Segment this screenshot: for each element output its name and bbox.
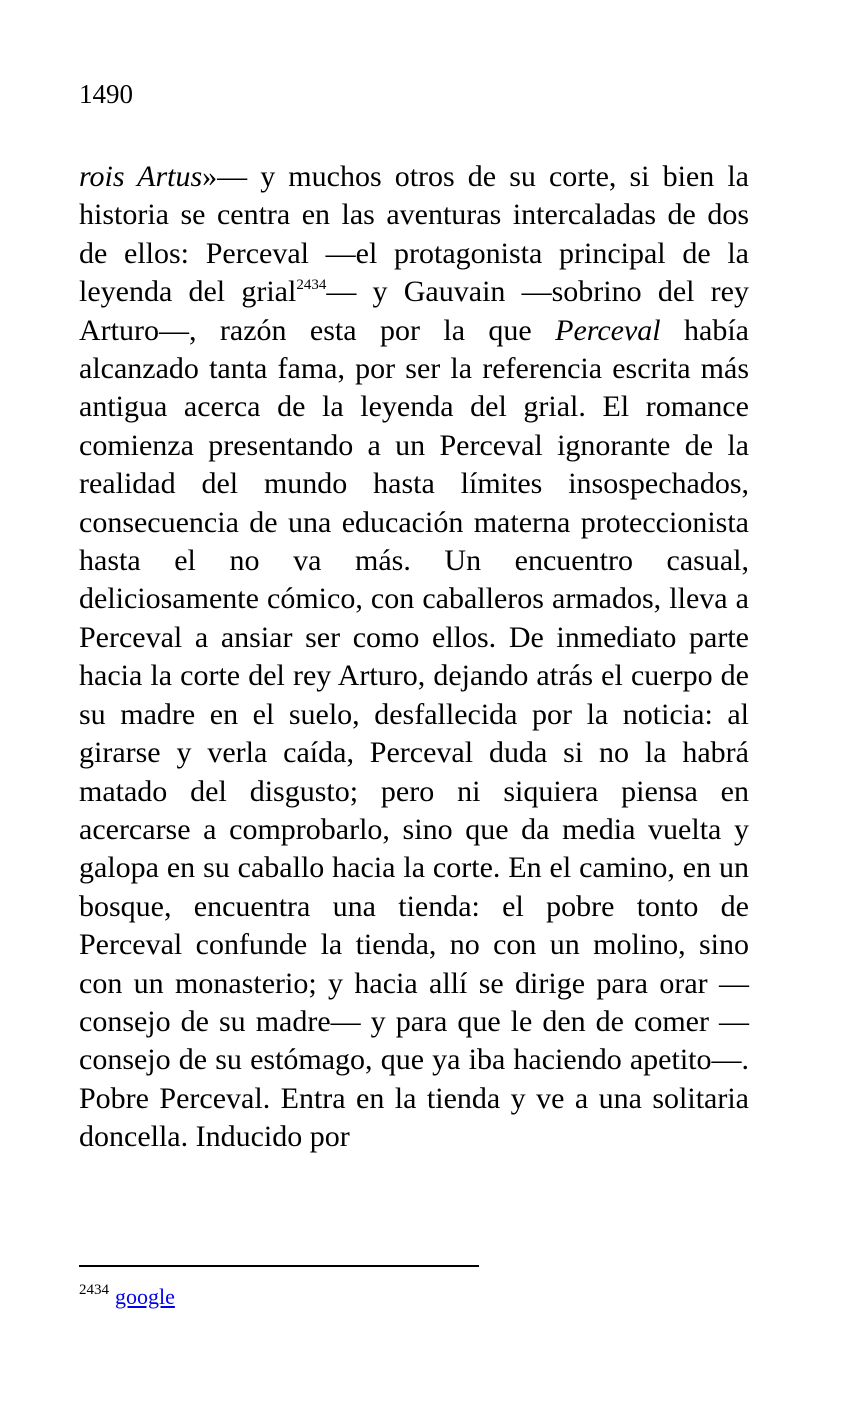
page-number: 1490 bbox=[79, 79, 133, 109]
text-segment-3: había alcanzado tanta fama, por ser la referencia escrita más antigua acerca de la leyenda del grial. El romance comienza presentando a un Perceval ignorante de la realidad del mundo hasta límites insospechados, consecuencia de una educación materna proteccionista hasta el no va más. Un encuentro casual, deliciosamente cómico, con caballeros armados, lleva a Perceval a ansiar ser como ellos. De inmediato parte hacia la corte del rey Arturo, dejando atrás el cuerpo de su madre en el suelo, desfallecida por la noticia: al girarse y verla caída, Perceval duda si no la habrá matado del disgusto; pero ni siquiera piensa en acercarse a comprobarlo, sino que da media vuelta y galopa en su caballo hacia la corte. En el camino, en un bosque, encuentra una tienda: el pobre tonto de Perceval confunde la tienda, no con un molino, sino con un monasterio; y hacia allí se dirige para orar —consejo de su madre— y para que le den de comer —consejo de su estómago, que ya iba haciendo apetito—. Pobre Perceval. Entra en la tienda y ve a una solitaria doncella. Inducido por bbox=[79, 313, 749, 1154]
footnote-link[interactable]: google bbox=[115, 1284, 175, 1309]
text-segment-2: — y Gauvain —sobrino del rey Arturo—, razón esta por la que bbox=[79, 275, 749, 347]
footnote-separator bbox=[79, 1265, 479, 1267]
italic-work-title: Perceval bbox=[555, 313, 661, 347]
text-segment-1: »— y muchos otros de su corte, si bien la historia se centra en las aventuras intercaladas de dos de ellos: Perceval —el protagonista principal de la leyenda del grial bbox=[79, 160, 749, 309]
italic-title-fragment: rois Artus bbox=[79, 160, 203, 193]
footnote bbox=[79, 1282, 175, 1312]
footnote-number: 2434 bbox=[79, 1282, 109, 1298]
body-paragraph bbox=[79, 158, 749, 1157]
footnote-reference: 2434 bbox=[296, 277, 327, 294]
